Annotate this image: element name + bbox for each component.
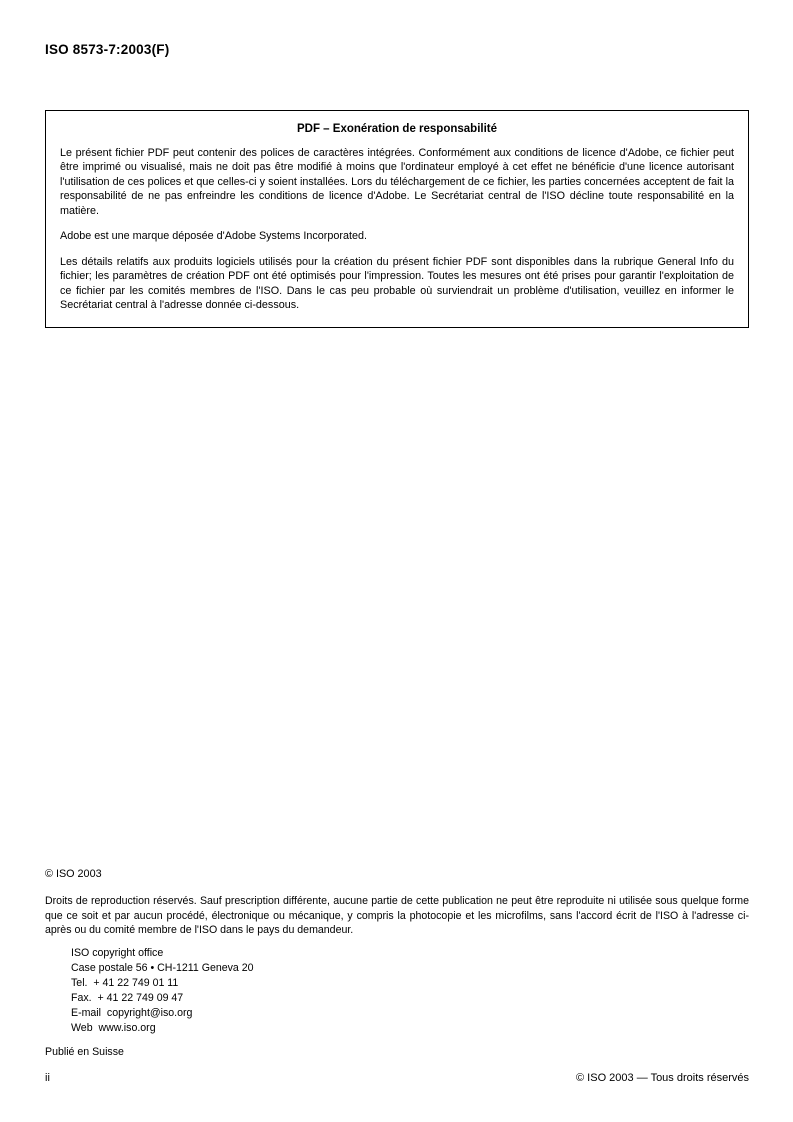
address-line: Fax. + 41 22 749 09 47 <box>71 991 184 1004</box>
address-line-web: Web www.iso.org <box>71 1021 156 1034</box>
reproduction-rights-text: Droits de reproduction réservés. Sauf prescription différente, aucune partie de cette publication ne peut être reproduite ni utilisée sous quelque forme que ce soit et par aucun procédé, électronique ou mécanique, y compris la photocopie et les microfilms, sans l'accord écrit de l'ISO à l'adresse ci-après ou du comité membre de l'ISO dans le pays du demandeur. <box>45 895 749 937</box>
disclaimer-paragraph: Le présent fichier PDF peut contenir des polices de caractères intégrées. Conformément aux conditions de licence d'Adobe, ce fichier peut être imprimé ou visualisé, mais ne doit pas être modifié à moins que l'ordinateur employé à cet effet ne bénéficie d'une licence autorisant l'utilisation de ces polices et que celles-ci y soient installées. Lors du téléchargement de ce fichier, les parties concernées acceptent de fait la responsabilité de ne pas enfreindre les conditions de licence d'Adobe. Le Secrétariat central de l'ISO décline toute responsabilité en la matière. <box>60 147 734 217</box>
address-line-email: E-mail copyright@iso.org <box>71 1006 193 1019</box>
document-reference: ISO 8573-7:2003(F) <box>45 42 170 57</box>
copyright-block <box>45 868 749 1058</box>
published-in-line: Publié en Suisse <box>45 1046 124 1059</box>
page-number: ii <box>45 1072 50 1084</box>
footer-rights-reserved: © ISO 2003 — Tous droits réservés <box>576 1072 749 1084</box>
disclaimer-title: PDF – Exonération de responsabilité <box>296 123 498 135</box>
disclaimer-paragraph: Les détails relatifs aux produits logiciels utilisés pour la création du présent fichier PDF sont disponibles dans la rubrique General Info du fichier; les paramètres de création PDF ont été optimisés pour l'impression. Toutes les mesures ont été prises pour garantir l'exploitation de ce fichier par les comités membres de l'ISO. Dans le cas peu probable où surviendrait un problème d'utilisation, veuillez en informer le Secrétariat central à l'adresse donnée ci-dessous. <box>60 255 734 312</box>
address-line: Tel. + 41 22 749 01 11 <box>71 976 179 989</box>
pdf-disclaimer-box <box>45 110 749 328</box>
address-line: ISO copyright office <box>71 946 164 959</box>
copyright-notice: © ISO 2003 <box>45 868 102 880</box>
address-line: Case postale 56 • CH-1211 Geneva 20 <box>71 961 254 974</box>
disclaimer-paragraph: Adobe est une marque déposée d'Adobe Systems Incorporated. <box>60 230 367 243</box>
iso-copyright-office-address <box>71 946 749 1036</box>
